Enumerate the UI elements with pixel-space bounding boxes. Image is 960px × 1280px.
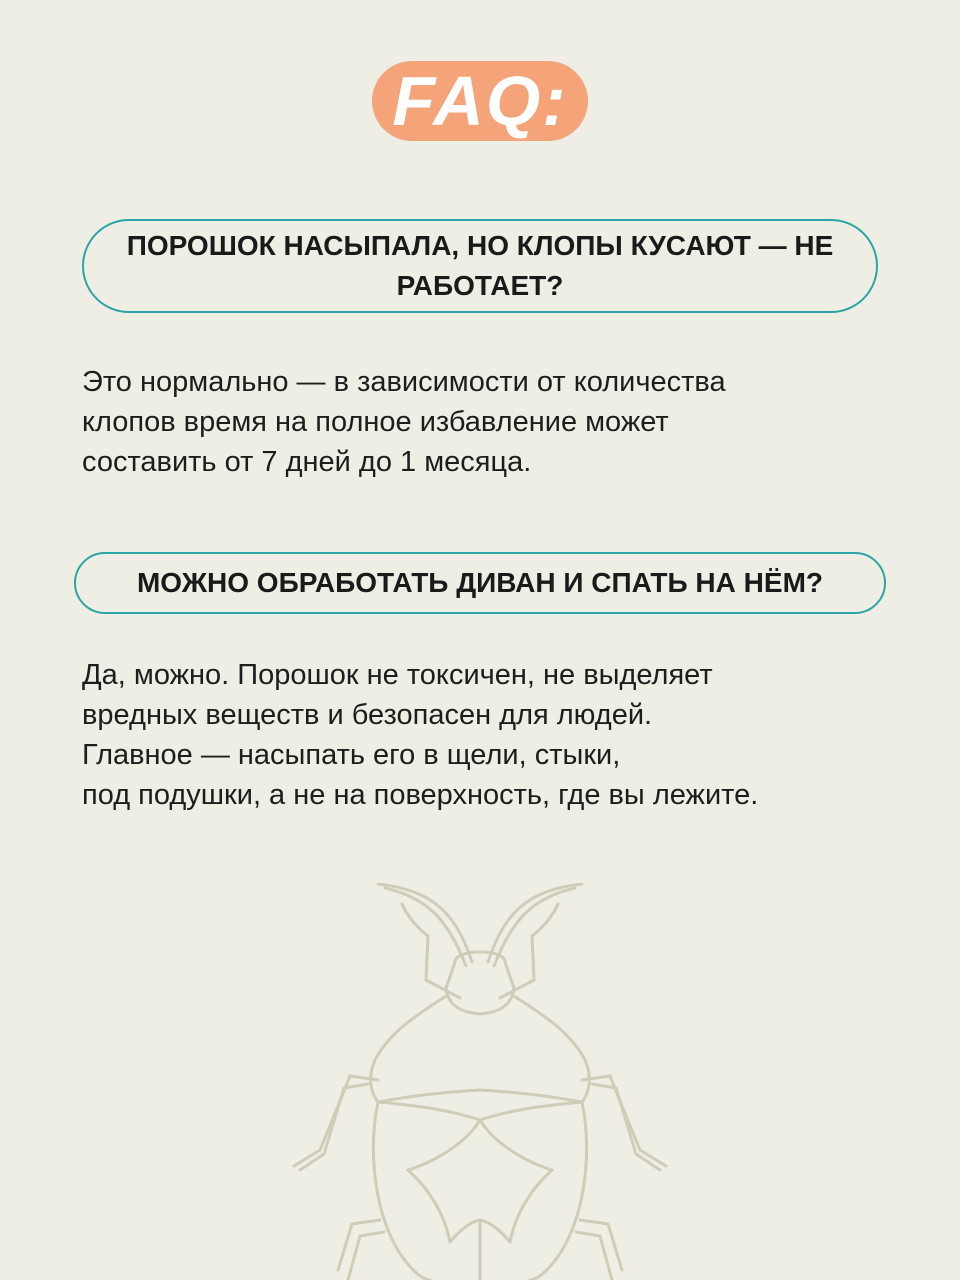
question-1-text: ПОРОШОК НАСЫПАЛА, НО КЛОПЫ КУСАЮТ — НЕ РАБОТАЕТ?	[126, 230, 834, 301]
bedbug-icon	[280, 870, 680, 1280]
question-2-text: МОЖНО ОБРАБОТАТЬ ДИВАН И СПАТЬ НА НЁМ?	[136, 567, 824, 598]
answer-1: Это нормально — в зависимости от количества клопов время на полное избавление может составить от 7 дней до 1 месяца.	[82, 366, 726, 478]
answer-2: Да, можно. Порошок не токсичен, не выделяет вредных веществ и безопасен для людей. Главное — насыпать его в щели, стыки, под подушки, а не на поверхность, где вы лежите.	[82, 659, 759, 811]
question-1	[82, 219, 878, 313]
question-2	[74, 552, 886, 614]
faq-title: FAQ:	[392, 62, 568, 140]
faq-badge	[372, 61, 588, 141]
